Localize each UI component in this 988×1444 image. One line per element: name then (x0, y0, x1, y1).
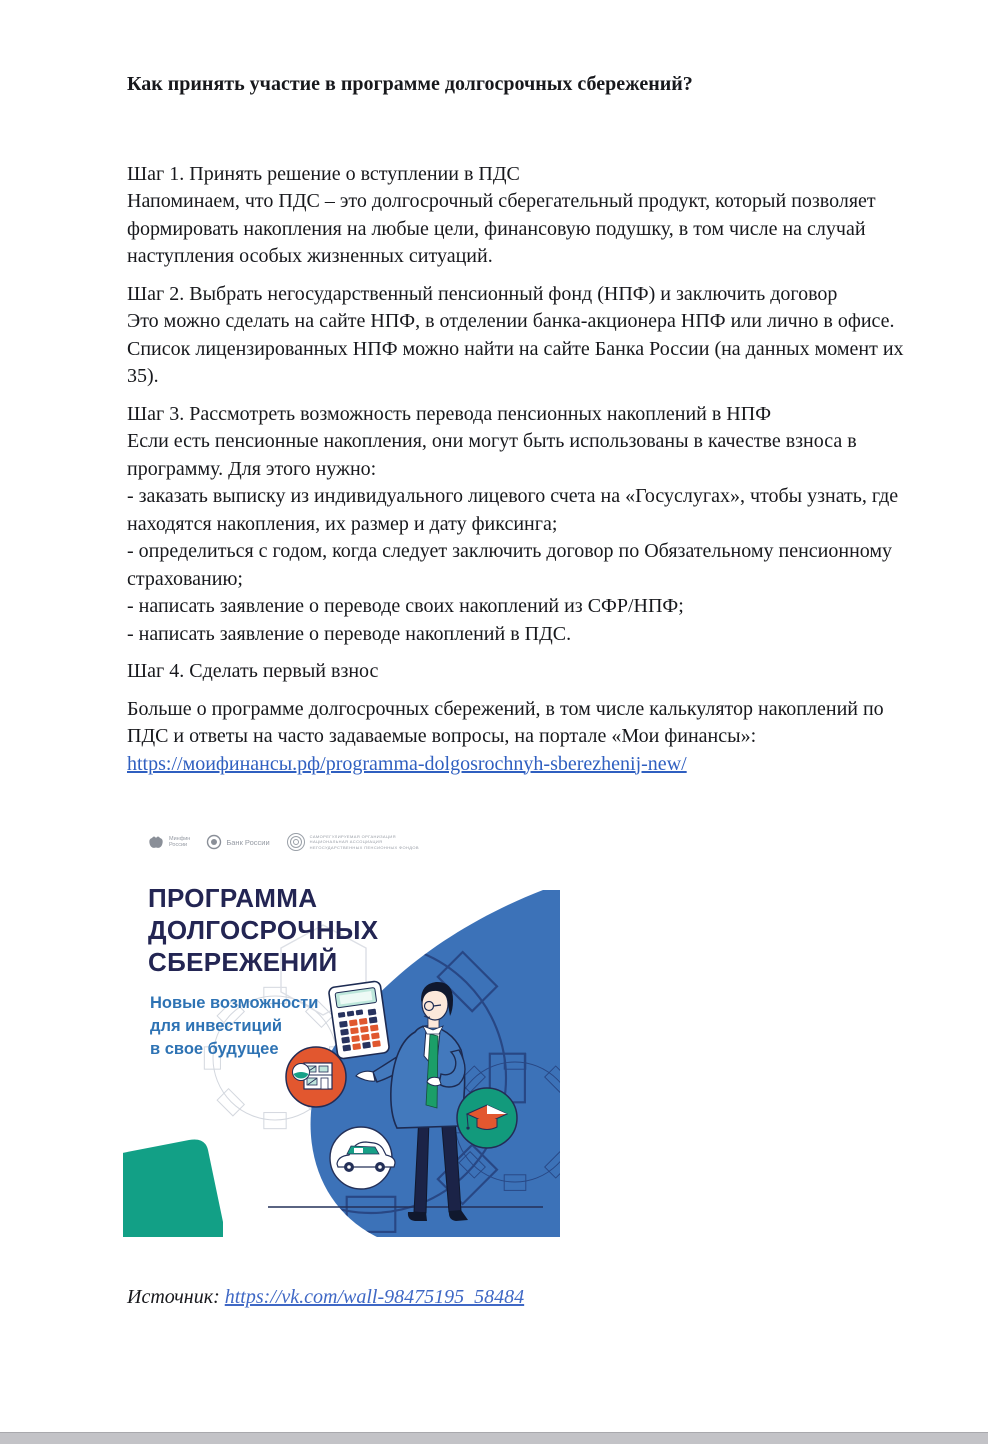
step-3-list-item: - заказать выписку из индивидуального лицевого счета на «Госуслугах», чтобы узнать, где находятся накопления, их размер и дату фиксинга; (127, 485, 899, 535)
napf-label: НЕГОСУДАРСТВЕННЫХ ПЕНСИОННЫХ ФОНДОВ (309, 844, 419, 850)
step-2-block (127, 281, 924, 391)
step-3-block (127, 401, 924, 649)
horizontal-scrollbar[interactable] (0, 1432, 988, 1444)
vk-source-link[interactable]: https://vk.com/wall-98475195_58484 (224, 1286, 525, 1308)
teal-corner-shape (123, 1139, 223, 1237)
step-3-text: Если есть пенсионные накопления, они могут быть использованы в качестве взноса в программу. Для этого нужно: (127, 430, 857, 480)
minfin-eagle-icon (147, 834, 165, 850)
poster-title-line: ПРОГРАММА (148, 883, 318, 913)
step-1-text: Напоминаем, что ПДС – это долгосрочный сберегательный продукт, который позволяет формировать накопления на любые цели, финансовую подушку, в том числе на случай наступления особых жизненных ситуаций. (127, 190, 876, 267)
calculator-icon (328, 981, 390, 1060)
poster-subtitle-line: для инвестиций (150, 1017, 282, 1035)
step-2-heading: Шаг 2. Выбрать негосударственный пенсионный фонд (НПФ) и заключить договор (127, 282, 838, 305)
step-3-list-item: - определиться с годом, когда следует заключить договор по Обязательному пенсионному страхованию; (127, 540, 893, 590)
minfin-label: Минфин (169, 835, 191, 842)
poster-title-line: СБЕРЕЖЕНИЙ (148, 947, 338, 977)
poster-logos (147, 832, 419, 852)
napf-label: НАЦИОНАЛЬНАЯ АССОЦИАЦИЯ (309, 839, 383, 845)
step-4-block (127, 658, 924, 686)
bank-rossii-emblem-icon (206, 834, 222, 850)
poster-subtitle-line: Новые возможности (150, 994, 319, 1012)
step-3-list-item: - написать заявление о переводе накоплений в ПДС. (127, 622, 572, 645)
graduation-cap-icon (457, 1088, 517, 1148)
bank-rossii-label: Банк России (226, 837, 270, 847)
step-4-heading: Шаг 4. Сделать первый взнос (127, 660, 379, 682)
step-3-heading: Шаг 3. Рассмотреть возможность перевода пенсионных накоплений в НПФ (127, 402, 771, 425)
minfin-logo (147, 834, 190, 850)
outro-paragraph (127, 696, 924, 779)
page-title: Как принять участие в программе долгосрочных сбережений? (127, 73, 693, 95)
napf-emblem-icon (286, 832, 306, 852)
source-label: Источник: (127, 1286, 220, 1308)
moifinansy-link[interactable]: https://моифинансы.рф/programma-dolgosrochnyh-sberezhenij-new/ (127, 752, 687, 775)
step-2-text: Это можно сделать на сайте НПФ, в отделении банка-акционера НПФ или лично в офисе. Список лицензированных НПФ можно найти на сайте Банка России (на данных момент их 35). (127, 310, 904, 387)
pds-poster-image (123, 820, 560, 1237)
step-3-list-item: - написать заявление о переводе своих накоплений из СФР/НПФ; (127, 595, 684, 617)
poster-subtitle-line: в свое будущее (150, 1040, 279, 1058)
poster-subtitle (150, 992, 318, 1061)
poster-title (148, 882, 378, 978)
document-body (127, 71, 924, 778)
napf-label: САМОРЕГУЛИРУЕМАЯ ОРГАНИЗАЦИЯ (309, 833, 396, 839)
source-line (127, 1286, 524, 1309)
napf-logo (286, 832, 419, 852)
bank-rossii-logo (206, 834, 269, 850)
step-1-block (127, 161, 924, 271)
poster-title-line: ДОЛГОСРОЧНЫХ (148, 915, 379, 945)
outro-text: Больше о программе долгосрочных сбережений, в том числе калькулятор накоплений по ПДС и ответы на часто задаваемые вопросы, на портале «Мои финансы»: (127, 697, 884, 747)
minfin-label: России (169, 842, 188, 848)
step-1-heading: Шаг 1. Принять решение о вступлении в ПДС (127, 162, 520, 185)
